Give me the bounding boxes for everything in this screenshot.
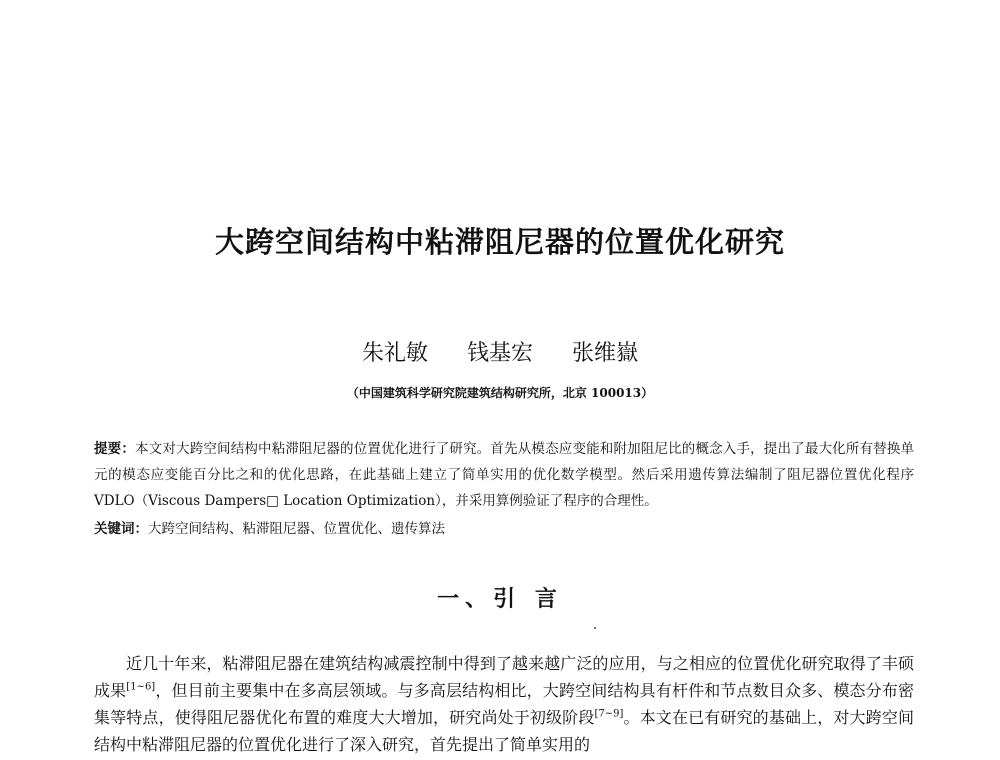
abstract-label: 提要： — [94, 441, 136, 457]
author-3: 张维嶽 — [572, 341, 639, 366]
author-list — [0, 336, 1000, 367]
affiliation: （中国建筑科学研究院建筑结构研究所，北京 100013） — [346, 386, 654, 400]
citation-ref-1: [1~6] — [126, 681, 156, 693]
abstract — [94, 436, 914, 514]
section-heading: 一、引 言 — [437, 587, 563, 612]
body-paragraph — [94, 650, 914, 758]
keywords-label: 关键词： — [94, 521, 148, 537]
author-2: 钱基宏 — [466, 341, 533, 366]
paper-title: 大跨空间结构中粘滞阻尼器的位置优化研究 — [214, 225, 785, 259]
body-text-3: 。本文在已有研究的基础上，对大跨空间结构中粘滞阻尼器的位置优化进行了深入研究，首先提出了简单实用的 — [94, 708, 914, 754]
stray-dot — [594, 627, 596, 629]
keywords — [94, 516, 914, 542]
author-1: 朱礼敏 — [361, 341, 428, 366]
body-text-2: ，但目前主要集中在多高层领域。与多高层结构相比，大跨空间结构具有杆件和节点数目众多、模态分布密集等特点，使得阻尼器优化布置的难度大大增加，研究尚处于初级阶段 — [94, 681, 914, 727]
citation-ref-2: [7~9] — [594, 708, 624, 720]
keywords-text: 大跨空间结构、粘滞阻尼器、位置优化、遗传算法 — [148, 521, 445, 537]
abstract-text: 本文对大跨空间结构中粘滞阻尼器的位置优化进行了研究。首先从模态应变能和附加阻尼比的概念入手，提出了最大化所有替换单元的模态应变能百分比之和的优化思路，在此基础上建立了简单实用的优化数学模型。然后采用遗传算法编制了阻尼器位置优化程序 VDLO（Viscous Dampers□ Location Optimization），并采用算例验证了程序的合理性。 — [94, 441, 915, 509]
body-text-1: 近几十年来，粘滞阻尼器在建筑结构减震控制中得到了越来越广泛的应用，与之相应的位置优化研究取得了丰硕成果 — [94, 654, 914, 700]
